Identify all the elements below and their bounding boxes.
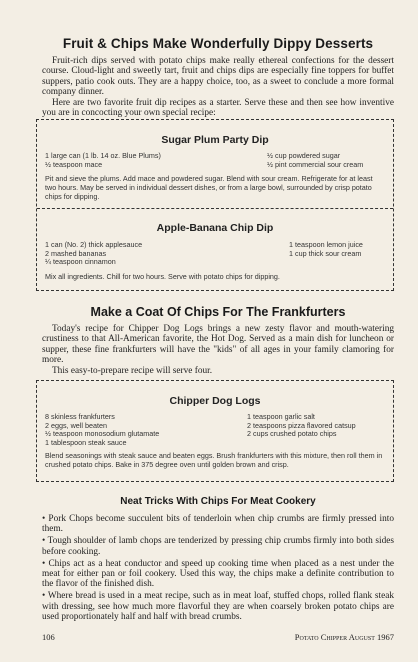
list-item: • Tough shoulder of lamb chops are tenderized by pressing chip crumbs firmly into both sides before cooking. xyxy=(42,536,394,557)
ingredients-right xyxy=(247,413,389,439)
recipe-title-chipper-dog: Chipper Dog Logs xyxy=(169,395,261,407)
intro-paragraph: Fruit-rich dips served with potato chips make really ethereal confections for the dessert course. Cloud-light and sweetly tart, fruit and chips dips are especially fine toppers for buffet suppers, patio cook outs. They are a happy choice, too, as a sweet to conclude a more formal company dinner. xyxy=(42,56,394,98)
ingredient: 1 teaspoon lemon juice xyxy=(289,240,363,249)
recipe-title-apple-banana: Apple-Banana Chip Dip xyxy=(156,222,274,234)
ingredient: 2 teaspoons pizza flavored catsup xyxy=(247,420,356,430)
recipe-instructions: Pit and sieve the plums. Add mace and powdered sugar. Blend with sour cream. Refrigerate for at least two hours. May be served in individual dessert dishes, or from a large bowl, surrounded by crisp potato chips for dipping. xyxy=(45,174,373,201)
ingredient: 1 teaspoon garlic salt xyxy=(247,412,315,421)
intro-text xyxy=(42,56,394,118)
ingredient: 1 tablespoon steak sauce xyxy=(45,437,127,447)
ingredients-right xyxy=(289,241,389,258)
recipe-box-chipper-dog xyxy=(36,380,394,482)
intro-paragraph: Today's recipe for Chipper Dog Logs brings a new zesty flavor and mouth-watering crustiness to that All-American favorite, the Hot Dog. Served as a main dish for luncheon or supper, these fine frankfurters will have the "kids" of all ages in your family clamoring for more. xyxy=(42,324,394,366)
recipe-instructions: Blend seasonings with steak sauce and beaten eggs. Brush frankfurters with this mixture, then roll them in crushed potato chips. Bake in 375 degree oven until golden brown and crisp. xyxy=(45,451,383,469)
page-number: 106 xyxy=(42,632,55,642)
recipe-box-fruit-dips xyxy=(36,119,394,291)
page-title: Fruit & Chips Make Wonderfully Dippy Desserts xyxy=(62,36,374,51)
section-title-frankfurters: Make a Coat Of Chips For The Frankfurters xyxy=(90,305,346,319)
ingredient: 1 large can (1 lb. 14 oz. Blue Plums) xyxy=(45,151,161,160)
ingredient: 2 cups crushed potato chips xyxy=(247,429,337,439)
ingredient: 2 eggs, well beaten xyxy=(45,420,107,430)
list-item: • Where bread is used in a meat recipe, such as in meat loaf, stuffed chops, rolled flank steak with dressing, see how much more flavorful they are when coarsely broken potato chips are used proportionately half and half with bread crumbs. xyxy=(42,591,394,622)
ingredients-left xyxy=(45,413,235,447)
ingredient: 2 mashed bananas xyxy=(45,248,107,258)
ingredient: ½ pint commercial sour cream xyxy=(267,159,364,169)
list-item: • Pork Chops become succulent bits of tenderloin when chip crumbs are firmly pressed into them. xyxy=(42,514,394,535)
recipe-title-sugar-plum: Sugar Plum Party Dip xyxy=(161,134,269,146)
frankfurter-intro xyxy=(42,324,394,376)
recipe-instructions: Mix all ingredients. Chill for two hours. Serve with potato chips for dipping. xyxy=(45,272,280,281)
ingredient: 1 cup thick sour cream xyxy=(289,248,362,258)
ingredient: 8 skinless frankfurters xyxy=(45,412,115,421)
ingredients-left xyxy=(45,152,225,169)
list-item: • Chips act as a heat conductor and speed up cooking time when placed as a nest under the meat for either pan or foil cookery. Used this way, the chips make a definite contribution to the flavor of the finished dish. xyxy=(42,558,394,590)
ingredients-right xyxy=(267,152,387,169)
ingredient: 1 can (No. 2) thick applesauce xyxy=(45,240,143,249)
recipe-divider xyxy=(37,208,393,209)
intro-paragraph: This easy-to-prepare recipe will serve four. xyxy=(52,365,213,376)
ingredient: ½ cup powdered sugar xyxy=(267,151,341,160)
publication-source: Potato Chipper August 1967 xyxy=(294,632,394,642)
tricks-list xyxy=(42,514,394,624)
ingredient: ½ teaspoon monosodium glutamate xyxy=(45,429,160,439)
ingredient: ½ teaspoon mace xyxy=(45,159,103,169)
section-title-meat-cookery: Neat Tricks With Chips For Meat Cookery xyxy=(120,496,316,507)
intro-paragraph: Here are two favorite fruit dip recipes as a starter. Serve these and then see how inventive you are in concocting your own special recipe: xyxy=(42,97,394,119)
ingredients-left xyxy=(45,241,225,267)
ingredient: ¼ teaspoon cinnamon xyxy=(45,257,116,267)
